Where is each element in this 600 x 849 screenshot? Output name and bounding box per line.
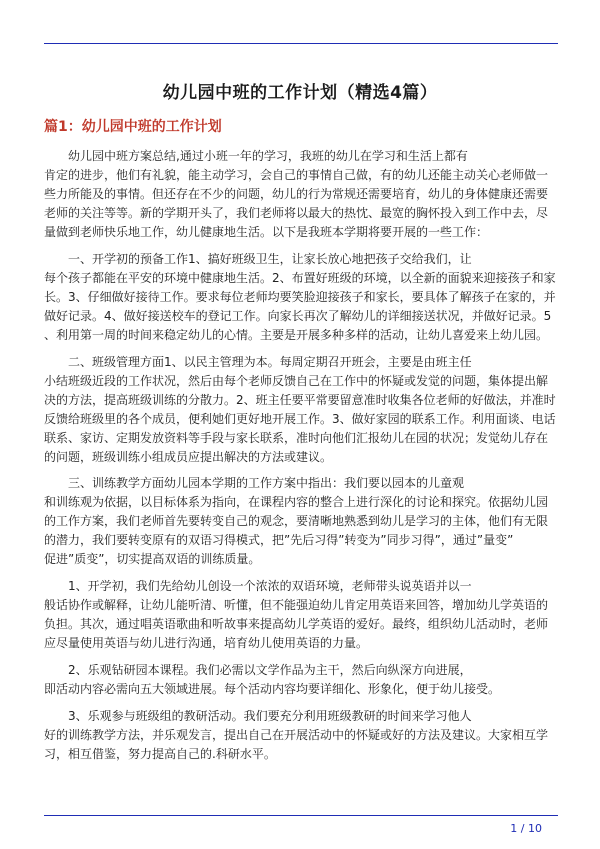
text-line: 习，相互借鉴，努力提高自己的.科研水平。 [44, 746, 276, 761]
text-line: 反馈给班级里的各个成员，便利她们更好地开展工作。3、做好家园的联系工作。利用面谈、电话 [44, 411, 556, 426]
text-line: 2、乐观钻研园本课程。我们必需以文学作品为主干，然后向纵深方向进展， [68, 662, 472, 677]
text-line: 小结班级近段的工作状况，然后由每个老师反馈自己在工作中的怀疑或发觉的问题，集体提出解 [44, 373, 549, 388]
text-line: 般话协作或解释，让幼儿能听清、听懂，但不能强迫幼儿肯定用英语来回答，增加幼儿学英语的 [44, 598, 549, 613]
text-line: 一、开学初的预备工作1、搞好班级卫生，让家长放心地把孩子交给我们，让 [68, 251, 472, 266]
paragraph [44, 474, 558, 569]
paragraph [44, 250, 558, 345]
section-heading: 篇1：幼儿园中班的工作计划 [44, 119, 222, 135]
document-body [44, 147, 558, 772]
paragraph [44, 147, 558, 242]
text-line: 肯定的进步，他们有礼貌，能主动学习，会自己的事情自己做，有的幼儿还能主动关心老师做一 [44, 168, 549, 182]
page-number: 1 / 10 [510, 822, 542, 835]
text-line: 幼儿园中班方案总结,通过小班一年的学习，我班的幼儿在学习和生活上都有 [68, 149, 468, 163]
text-line: 、利用第一周的时间来稳定幼儿的心情。主要是开展多种多样的活动，让幼儿喜爱来上幼儿园。 [44, 327, 549, 342]
text-line: 每个孩子都能在平安的环境中健康地生活。2、布置好班级的环境，以全新的面貌来迎接孩子和家 [44, 270, 556, 285]
text-line: 的工作方案，我们老师首先要转变自己的观念，要清晰地熟悉到幼儿是学习的主体，他们有无限 [44, 514, 549, 529]
text-line: 1、开学初，我们先给幼儿创设一个浓浓的双语环境，老师带头说英语并以一 [68, 579, 472, 594]
text-line: 老师的关注等等。新的学期开头了，我们老师将以最大的热忱、最宽的胸怀投入到工作中去，尽 [44, 206, 549, 220]
text-line: 决的方法，提高班级训练的分散力。2、班主任要平常要留意准时收集各位老师的好做法，并准时 [44, 392, 556, 407]
header-rule [44, 43, 558, 44]
text-line: 促进”质变”，切实提高双语的训练质量。 [44, 552, 261, 567]
text-line: 三、训练教学方面幼儿园本学期的工作方案中指出：我们要以园本的儿童观 [68, 476, 465, 491]
text-line: 负担。其次，通过唱英语歌曲和听故事来提高幼儿学英语的爱好。最终，组织幼儿活动时，老师 [44, 617, 549, 632]
document-title: 幼儿园中班的工作计划（精选4篇） [162, 83, 438, 103]
text-line: 应尽量使用英语与幼儿进行沟通，培育幼儿使用英语的力量。 [44, 636, 369, 651]
footer-rule [44, 815, 558, 816]
paragraph [44, 707, 558, 764]
paragraph [44, 577, 558, 653]
text-line: 些力所能及的事情。但还存在不少的问题，幼儿的行为常规还需要培育，幼儿的身体健康还需要 [44, 187, 549, 201]
text-line: 量做到老师快乐地工作，幼儿健康地生活。以下是我班本学期将要开展的一些工作： [44, 225, 489, 239]
text-line: 联系、家访、定期发放资料等手段与家长联系，准时向他们汇报幼儿在园的状况；发觉幼儿存在 [44, 430, 549, 445]
text-line: 做好记录。4、做好接送校车的登记工作。向家长再次了解幼儿的详细接送状况，并做好记录。5 [44, 308, 552, 323]
text-line: 和训练观为依据，以目标体系为指向，在课程内容的整合上进行深化的讨论和探究。依据幼儿园 [44, 495, 549, 510]
paragraph [44, 353, 558, 467]
text-line: 3、乐观参与班级组的教研活动。我们要充分利用班级教研的时间来学习他人 [68, 708, 472, 723]
text-line: 长。3、仔细做好接待工作。要求每位老师均要笑脸迎接孩子和家长，要具体了解孩子在家的，并 [44, 289, 556, 304]
text-line: 二、班级管理方面1、以民主管理为本。每周定期召开班会，主要是由班主任 [68, 354, 472, 369]
text-line: 的问题，班级训练小组成员应提出解决的方法或建议。 [44, 449, 333, 464]
text-line: 的潜力，我们要转变原有的双语习得模式，把”先后习得”转变为”同步习得”，通过”量变” [44, 533, 514, 548]
paragraph [44, 661, 558, 699]
text-line: 好的训练教学方法，并乐观发言，提出自己在开展活动中的怀疑或好的方法及建议。大家相互学 [44, 727, 549, 742]
text-line: 即活动内容必需向五大领域进展。每个活动内容均要详细化、形象化，便于幼儿接受。 [44, 681, 501, 696]
